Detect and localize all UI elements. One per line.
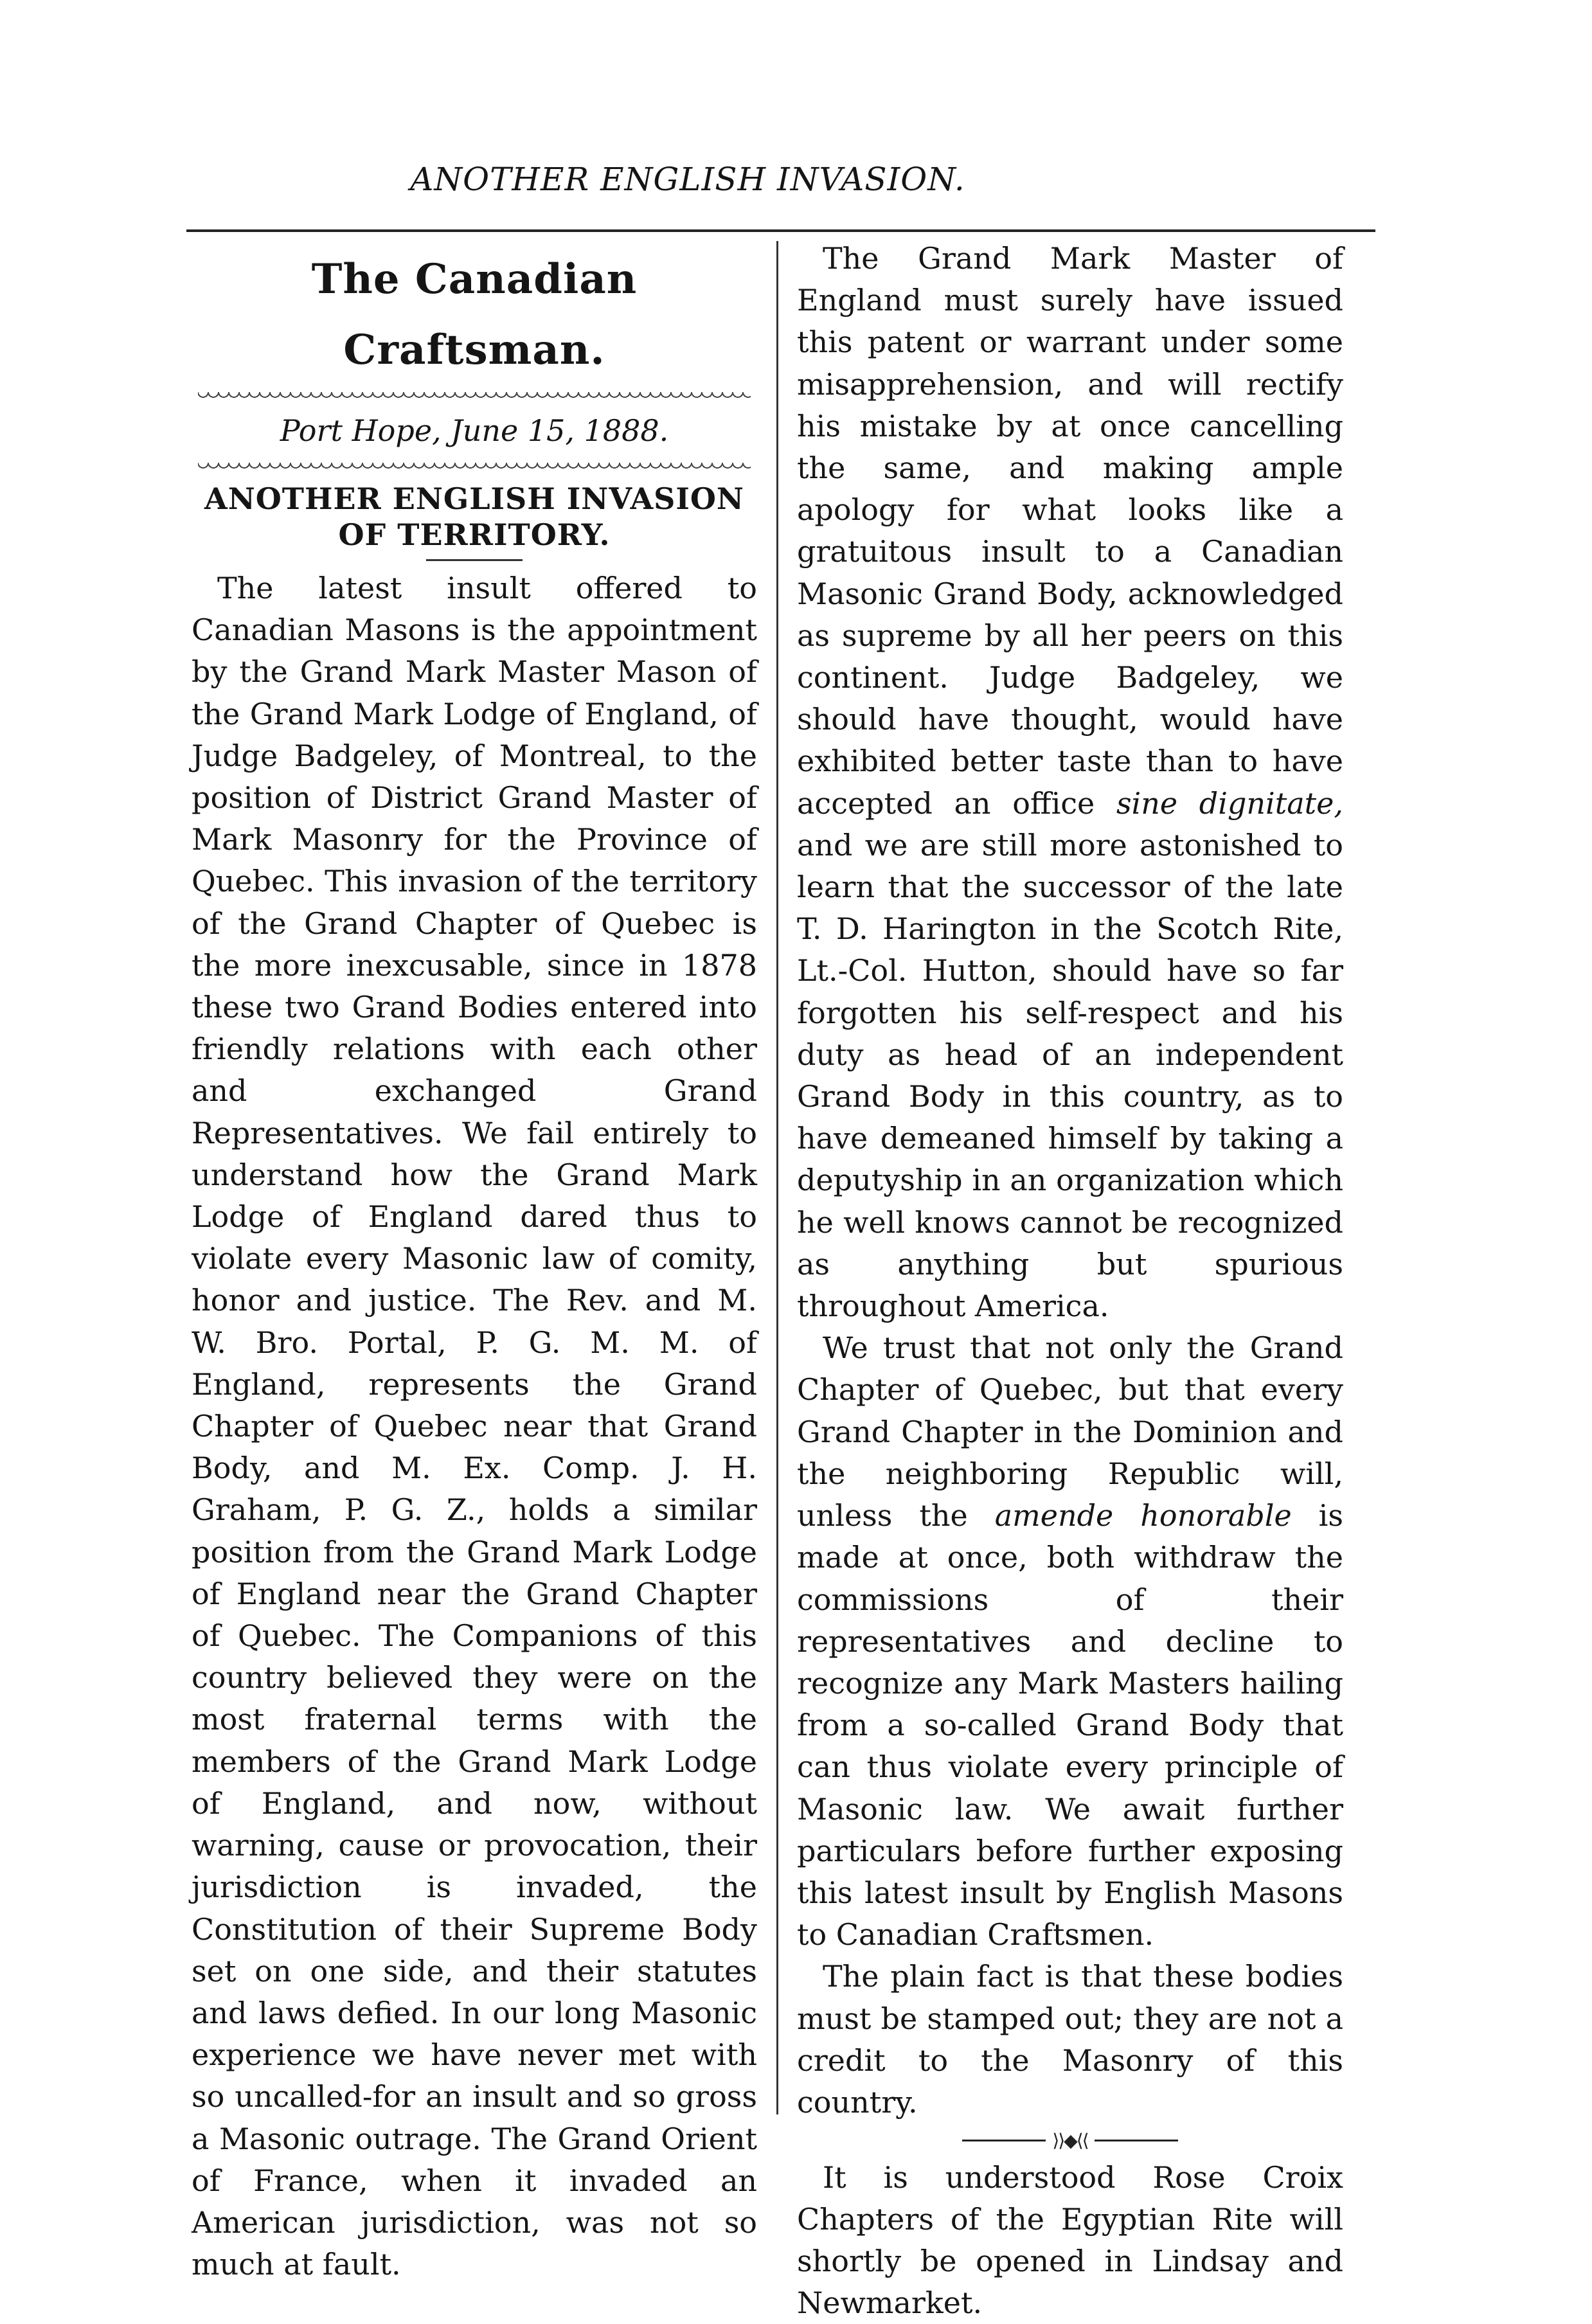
- article-title: ANOTHER ENGLISH INVASION OF TERRITORY.: [204, 481, 744, 552]
- running-head: ANOTHER ENGLISH INVASION.: [410, 161, 965, 198]
- article-paragraph: The latest insult offered to Canadian Masons is the appointment by the Grand Mark Master Mason of the Grand Mark Lodge of England, of Judge Badgeley, of Montreal, to the position of District Grand Master of Mark Masonry for the Province of Quebec. This invasion of the territory of the Grand Chapter of Quebec is the more inexcusable, since in 1878 these two Grand Bodies entered into friendly relations with each other and exchanged Grand Representatives. We fail entirely to understand how the Grand Mark Lodge of England dared thus to violate every Masonic law of comity, honor and justice. The Rev. and M. W. Bro. Portal, P. G. M. M. of England, represents the Grand Chapter of Quebec near that Grand Body, and M. Ex. Comp. J. H. Graham, P. G. Z., holds a similar position from the Grand Mark Lodge of England near the Grand Chapter of Quebec. The Companions of this country believed they were on the most fraternal terms with the members of the Grand Mark Lodge of England, and now, without warning, cause or provocation, their jurisdiction is invaded, the Constitution of their Supreme Body set on one side, and their statutes and laws defied. In our long Masonic experience we have never met with so uncalled-for an insult and so gross a Masonic outrage. The Grand Orient of France, when it invaded an American jurisdiction, was not so much at fault.: [192, 571, 757, 2282]
- ornament-icon: ⟩⟩◆⟨⟨: [1052, 2129, 1088, 2151]
- ornament-line: [1095, 2140, 1178, 2141]
- right-column: [797, 238, 1343, 2324]
- column-rule: [776, 241, 778, 2114]
- wavy-rule-top: [198, 389, 751, 401]
- article-paragraph: [797, 1327, 1343, 1956]
- french-phrase: amende honorable: [994, 1498, 1292, 1533]
- text-run: The Grand Mark Master of England must surely have issued this patent or warrant under some misapprehension, and will rectify his mistake by at once cancelling the same, and making ample apology for what looks like a gratuitous insult to a Canadian Masonic Grand Body, acknowledged as supreme by all her peers on this continent. Judge Badgeley, we should have thought, would have exhibited better taste than to have accepted an office: [797, 241, 1343, 821]
- latin-phrase: sine dignitate,: [1116, 785, 1343, 821]
- ornament-divider: [797, 2123, 1343, 2157]
- title-rule: [426, 559, 523, 561]
- notice-paragraph: It is understood Rose Croix Chapters of the Egyptian Rite will shortly be opened in Lindsay and Newmarket.: [797, 2159, 1343, 2321]
- article-paragraph: The plain fact is that these bodies must be stamped out; they are not a credit to the Masonry of this country.: [797, 1959, 1343, 2120]
- masthead: The Canadian Craftsman.: [311, 255, 638, 374]
- ornament-line: [962, 2140, 1046, 2141]
- text-run: We trust that not only the Grand Chapter of Quebec, but that every Grand Chapter in the Dominion and the neighboring Republic will, unless the: [797, 1330, 1343, 1533]
- header-rule: [186, 229, 1375, 232]
- text-run: is made at once, both withdraw the commissions of their representatives and decline to recognize any Mark Masters hailing from a so-called Grand Body that can thus violate every principle of Masonic law. We await further particulars before further exposing this latest insult by English Masons to Canadian Craftsmen.: [797, 1498, 1343, 1953]
- dateline: Port Hope, June 15, 1888.: [280, 413, 669, 448]
- wavy-rule-bottom: [198, 460, 751, 472]
- left-column: [192, 238, 757, 2285]
- text-run: and we are still more astonished to learn that the successor of the late T. D. Harington in the Scotch Rite, Lt.-Col. Hutton, should have so far forgotten his self-respect and his duty as head of an independent Grand Body in this country, as to have demeaned himself by taking a deputyship in an organization which he well knows cannot be recognized as anything but spurious throughout America.: [797, 827, 1343, 1324]
- article-paragraph: [797, 238, 1343, 1327]
